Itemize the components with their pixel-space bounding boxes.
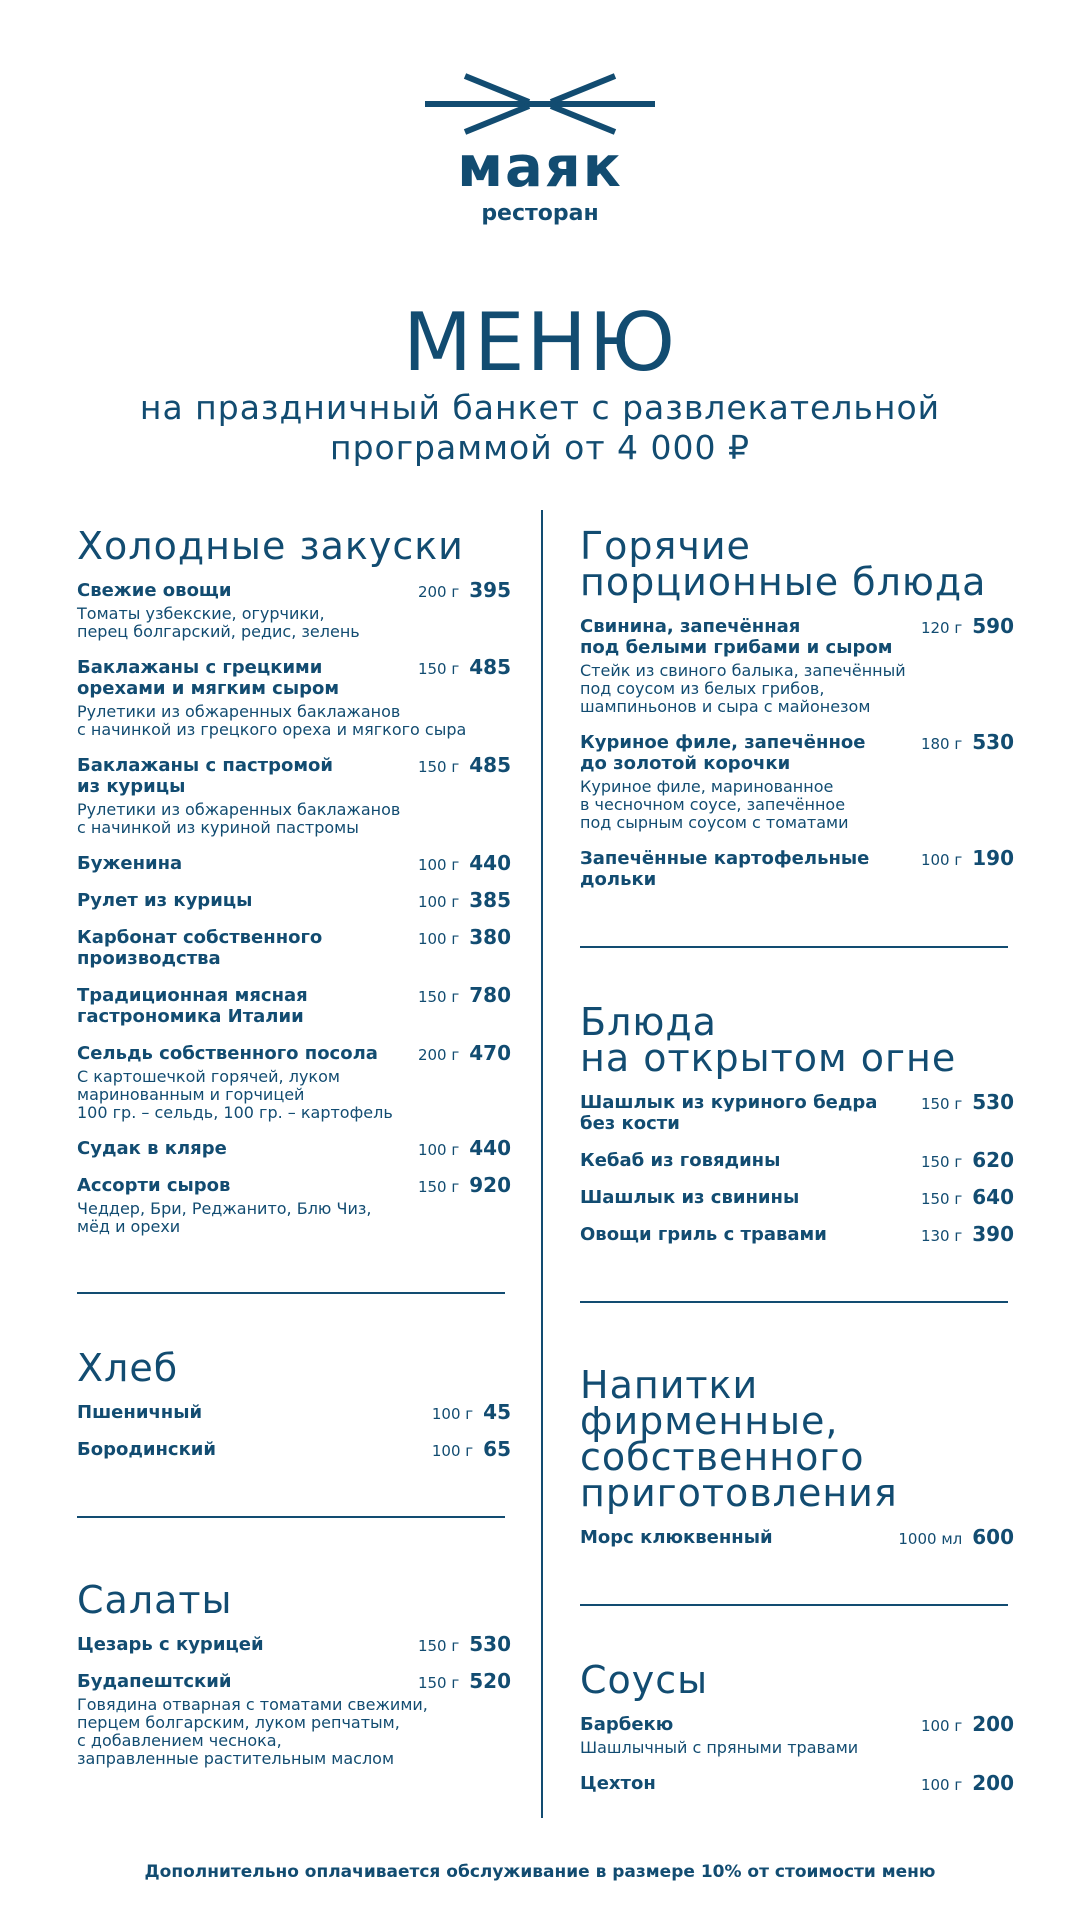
menu-item [77, 755, 509, 837]
item-price: 65 [483, 1437, 511, 1461]
item-price-block [418, 927, 511, 950]
section-divider [77, 1516, 505, 1518]
item-name: Ассорти сыров [77, 1175, 231, 1196]
item-price: 620 [972, 1148, 1014, 1172]
menu-item [580, 1092, 1012, 1134]
item-price-block [418, 853, 511, 876]
item-weight: 150 г [417, 758, 460, 776]
item-name: Сельдь собственного посола [77, 1043, 378, 1064]
subtitle-line: программой от 4 000 ₽ [330, 428, 750, 467]
menu-item [580, 1773, 1012, 1794]
item-price-block [921, 1092, 1014, 1115]
section-title: Блюда на открытом огне [580, 1000, 957, 1080]
section-title: Горячие порционные блюда [580, 524, 987, 604]
item-price: 395 [469, 578, 511, 602]
menu-item [77, 1043, 509, 1122]
menu-item [580, 1187, 1012, 1208]
item-price-block [418, 755, 511, 778]
item-price-block [921, 848, 1014, 871]
item-name: Куриное филе, запечённое до золотой корочки [580, 732, 866, 774]
item-price: 530 [972, 730, 1014, 754]
menu-item [77, 890, 509, 911]
item-weight: 150 г [417, 660, 460, 678]
item-weight: 150 г [417, 988, 460, 1006]
section-title: Соусы [580, 1658, 709, 1702]
item-weight: 100 г [417, 930, 460, 948]
item-price-block [921, 1773, 1014, 1796]
page-title: МЕНЮ [402, 296, 678, 389]
menu-list [77, 1634, 509, 1768]
item-name: Карбонат собственного производства [77, 927, 323, 969]
section-salads [77, 1578, 511, 1768]
item-price: 440 [469, 1136, 511, 1160]
item-description: Говядина отварная с томатами свежими, перцем болгарским, луком репчатым, с добавлением чеснока, заправленные растительным маслом [77, 1695, 428, 1768]
item-price: 920 [469, 1173, 511, 1197]
item-weight: 100 г [417, 893, 460, 911]
section-fire [580, 1000, 1014, 1246]
item-price-block [432, 1402, 511, 1425]
item-name: Шашлык из куриного бедра без кости [580, 1092, 878, 1134]
menu-list [580, 1714, 1012, 1794]
footer-note: Дополнительно оплачивается обслуживание в размере 10% от стоимости меню [144, 1862, 936, 1882]
item-name: Буженина [77, 853, 183, 874]
item-weight: 130 г [920, 1227, 963, 1245]
section-hot [580, 510, 1012, 890]
item-price: 485 [469, 655, 511, 679]
item-description: Чеддер, Бри, Реджанито, Блю Чиз, мёд и орехи [77, 1199, 372, 1236]
menu-list [580, 1092, 1012, 1245]
item-name: Кебаб из говядины [580, 1150, 781, 1171]
menu-item [580, 848, 1012, 890]
item-weight: 150 г [920, 1190, 963, 1208]
menu-item [77, 1634, 509, 1655]
section-sauces [580, 1658, 1014, 1795]
item-price: 440 [469, 851, 511, 875]
item-name: Овощи гриль с травами [580, 1224, 827, 1245]
section-bread [77, 1346, 511, 1461]
left-column [77, 510, 509, 1768]
item-weight: 100 г [920, 851, 963, 869]
section-title: Хлеб [77, 1346, 179, 1390]
section-cold [77, 510, 509, 1236]
section-title: Салаты [77, 1578, 233, 1622]
item-name: Свинина, запечённая под белыми грибами и сыром [580, 616, 893, 658]
item-name: Будапештский [77, 1671, 232, 1692]
menu-item [580, 1527, 1012, 1548]
item-name: Пшеничный [77, 1402, 203, 1423]
menu-item [580, 732, 1012, 832]
item-price: 530 [469, 1632, 511, 1656]
menu-item [77, 1671, 509, 1768]
item-weight: 100 г [431, 1405, 474, 1423]
item-price-block [921, 1187, 1014, 1210]
item-name: Судак в кляре [77, 1138, 227, 1159]
item-name: Баклажаны с пастромой из курицы [77, 755, 334, 797]
item-weight: 100 г [431, 1442, 474, 1460]
item-weight: 180 г [920, 735, 963, 753]
item-price: 520 [469, 1669, 511, 1693]
menu-item [77, 657, 509, 739]
menu-list [580, 616, 1012, 890]
item-price-block [898, 1527, 1014, 1550]
item-weight: 1000 мл [898, 1530, 963, 1548]
menu-item [580, 1150, 1012, 1171]
item-name: Свежие овощи [77, 580, 232, 601]
item-price-block [921, 616, 1014, 639]
item-name: Морс клюквенный [580, 1527, 773, 1548]
item-weight: 100 г [417, 1141, 460, 1159]
menu-item [77, 1175, 509, 1236]
item-weight: 100 г [920, 1776, 963, 1794]
item-description: Рулетики из обжаренных баклажанов с начинкой из куриной пастромы [77, 800, 401, 837]
item-description: Томаты узбекские, огурчики, перец болгарский, редис, зелень [77, 604, 360, 641]
section-divider [580, 946, 1008, 948]
item-price: 380 [469, 925, 511, 949]
item-price-block [418, 985, 511, 1008]
item-price-block [921, 1150, 1014, 1173]
section-title: Напитки фирменные, собственного приготовления [580, 1363, 898, 1515]
item-price-block [418, 1634, 511, 1657]
item-description: С картошечкой горячей, луком маринованным и горчицей 100 гр. – сельдь, 100 гр. – картофель [77, 1067, 393, 1122]
item-price-block [921, 1224, 1014, 1247]
item-price: 200 [972, 1771, 1014, 1795]
item-weight: 200 г [417, 583, 460, 601]
item-price: 640 [972, 1185, 1014, 1209]
item-price-block [921, 732, 1014, 755]
item-price: 390 [972, 1222, 1014, 1246]
subtitle-line: на праздничный банкет с развлекательной [139, 388, 941, 427]
item-weight: 200 г [417, 1046, 460, 1064]
item-price: 45 [483, 1400, 511, 1424]
item-description: Куриное филе, маринованное в чесночном соусе, запечённое под сырным соусом с томатами [580, 777, 849, 832]
item-name: Цезарь с курицей [77, 1634, 264, 1655]
item-description: Шашлычный с пряными травами [580, 1738, 859, 1757]
item-price: 200 [972, 1712, 1014, 1736]
item-price-block [418, 1138, 511, 1161]
right-column [580, 510, 1012, 1794]
item-weight: 150 г [417, 1674, 460, 1692]
menu-item [580, 616, 1012, 716]
item-name: Цехтон [580, 1773, 656, 1794]
item-price: 385 [469, 888, 511, 912]
item-name: Рулет из курицы [77, 890, 253, 911]
item-description: Стейк из свиного балыка, запечённый под соусом из белых грибов, шампиньонов и сыра с майонезом [580, 661, 906, 716]
menu-list [580, 1527, 1012, 1548]
item-price-block [921, 1714, 1014, 1737]
item-price: 780 [469, 983, 511, 1007]
item-weight: 150 г [920, 1095, 963, 1113]
item-weight: 100 г [417, 856, 460, 874]
menu-list [77, 1402, 509, 1460]
item-name: Барбекю [580, 1714, 674, 1735]
item-weight: 100 г [920, 1717, 963, 1735]
item-price-block [418, 1671, 511, 1694]
item-weight: 150 г [417, 1637, 460, 1655]
menu-item [77, 1138, 509, 1159]
item-weight: 150 г [920, 1153, 963, 1171]
menu-list [77, 580, 509, 1236]
item-name: Шашлык из свинины [580, 1187, 800, 1208]
section-divider [77, 1292, 505, 1294]
menu-item [77, 580, 509, 641]
item-price-block [418, 657, 511, 680]
item-price-block [418, 580, 511, 603]
menu-item [77, 985, 509, 1027]
menu-item [77, 853, 509, 874]
menu-item [77, 1439, 509, 1460]
item-price-block [418, 1175, 511, 1198]
item-price-block [418, 1043, 511, 1066]
item-price-block [418, 890, 511, 913]
menu-item [580, 1224, 1012, 1245]
section-drinks [580, 1363, 1014, 1549]
item-weight: 120 г [920, 619, 963, 637]
page-subtitle [60, 388, 1020, 468]
item-description: Рулетики из обжаренных баклажанов с начинкой из грецкого ореха и мягкого сыра [77, 702, 467, 739]
item-price: 190 [972, 846, 1014, 870]
item-weight: 150 г [417, 1178, 460, 1196]
menu-item [77, 927, 509, 969]
menu-item [77, 1402, 509, 1423]
item-price: 600 [972, 1525, 1014, 1549]
brand-subtitle: ресторан [481, 201, 599, 226]
brand-name: маяк [457, 135, 623, 200]
item-name: Традиционная мясная гастрономика Италии [77, 985, 308, 1027]
item-name: Баклажаны с грецкими орехами и мягким сыром [77, 657, 340, 699]
item-name: Бородинский [77, 1439, 217, 1460]
item-price: 530 [972, 1090, 1014, 1114]
item-price: 485 [469, 753, 511, 777]
column-divider [541, 510, 543, 1818]
section-divider [580, 1301, 1008, 1303]
section-title: Холодные закуски [77, 524, 464, 568]
logo [0, 72, 1080, 228]
item-price: 590 [972, 614, 1014, 638]
item-name: Запечённые картофельные дольки [580, 848, 870, 890]
lighthouse-rays-icon [425, 72, 655, 136]
section-divider [580, 1604, 1008, 1606]
menu-item [580, 1714, 1012, 1757]
item-price-block [432, 1439, 511, 1462]
item-price: 470 [469, 1041, 511, 1065]
